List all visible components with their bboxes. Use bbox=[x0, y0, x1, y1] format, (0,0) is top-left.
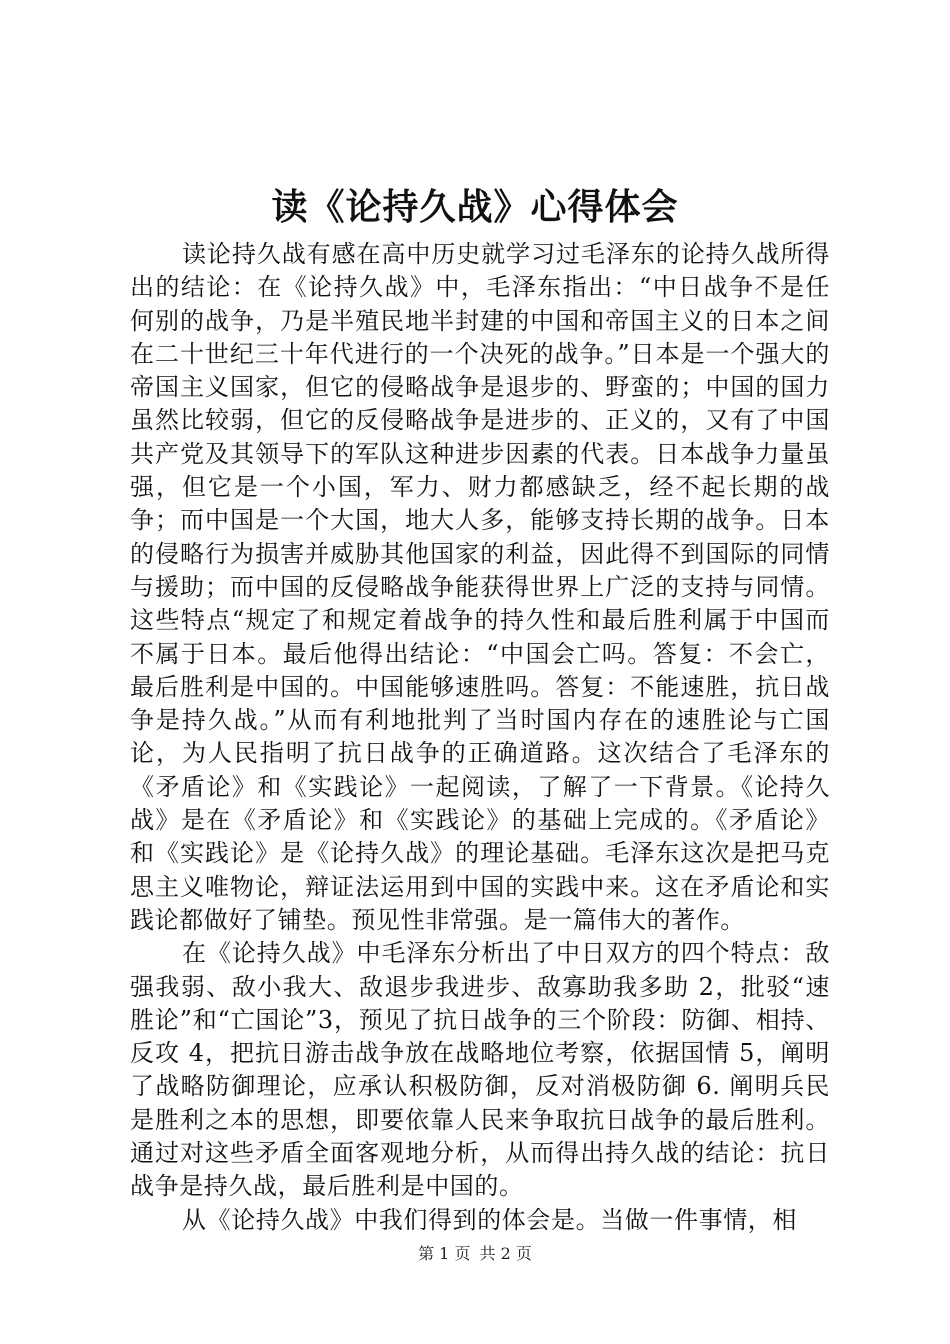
paragraph: 在《论持久战》中毛泽东分析出了中日双方的四个特点：敌强我弱、敌小我大、敌退步我进步、敌寡助我多助 2，批驳“速胜论”和“亡国论”3，预见了抗日战争的三个阶段：防御、相持、反攻 4，把抗日游击战争放在战略地位考察，依据国情 5，阐明了战略防御理论，应承认积极防御，反对消极防御 6. 阐明兵民是胜利之本的思想，即要依靠人民来争取抗日战争的最后胜利。通过对这些矛盾全面客观地分析，从而得出持久战的结论：抗日战争是持久战，最后胜利是中国的。 bbox=[130, 939, 830, 1201]
page-total: 共 2 页 bbox=[479, 1244, 532, 1263]
paragraph: 从《论持久战》中我们得到的体会是。当做一件事情，相 bbox=[182, 1205, 797, 1234]
document-title: 读《论持久战》心得体会 bbox=[271, 186, 679, 228]
page-footer bbox=[0, 1243, 950, 1265]
page-number: 第 1 页 bbox=[418, 1244, 471, 1263]
paragraph: 读论持久战有感在高中历史就学习过毛泽东的论持久战所得出的结论：在《论持久战》中，毛泽东指出：“中日战争不是任何别的战争，乃是半殖民地半封建的中国和帝国主义的日本之间在二十世纪三十年代进行的一个决死的战争。”日本是一个强大的帝国主义国家，但它的侵略战争是退步的、野蛮的；中国的国力虽然比较弱，但它的反侵略战争是进步的、正义的，又有了中国共产党及其领导下的军队这种进步因素的代表。日本战争力量虽强，但它是一个小国，军力、财力都感缺乏，经不起长期的战争；而中国是一个大国，地大人多，能够支持长期的战争。日本的侵略行为损害并威胁其他国家的利益，因此得不到国际的同情与援助；而中国的反侵略战争能获得世界上广泛的支持与同情。这些特点“规定了和规定着战争的持久性和最后胜利属于中国而不属于日本。最后他得出结论：“中国会亡吗。答复：不会亡，最后胜利是中国的。中国能够速胜吗。答复：不能速胜，抗日战争是持久战。”从而有利地批判了当时国内存在的速胜论与亡国论，为人民指明了抗日战争的正确道路。这次结合了毛泽东的《矛盾论》和《实践论》一起阅读，了解了一下背景。《论持久战》是在《矛盾论》和《实践论》的基础上完成的。《矛盾论》和《实践论》是《论持久战》的理论基础。毛泽东这次是把马克思主义唯物论，辩证法运用到中国的实践中来。这在矛盾论和实践论都做好了铺垫。预见性非常强。是一篇伟大的著作。 bbox=[130, 240, 830, 934]
document-body bbox=[130, 238, 830, 1237]
